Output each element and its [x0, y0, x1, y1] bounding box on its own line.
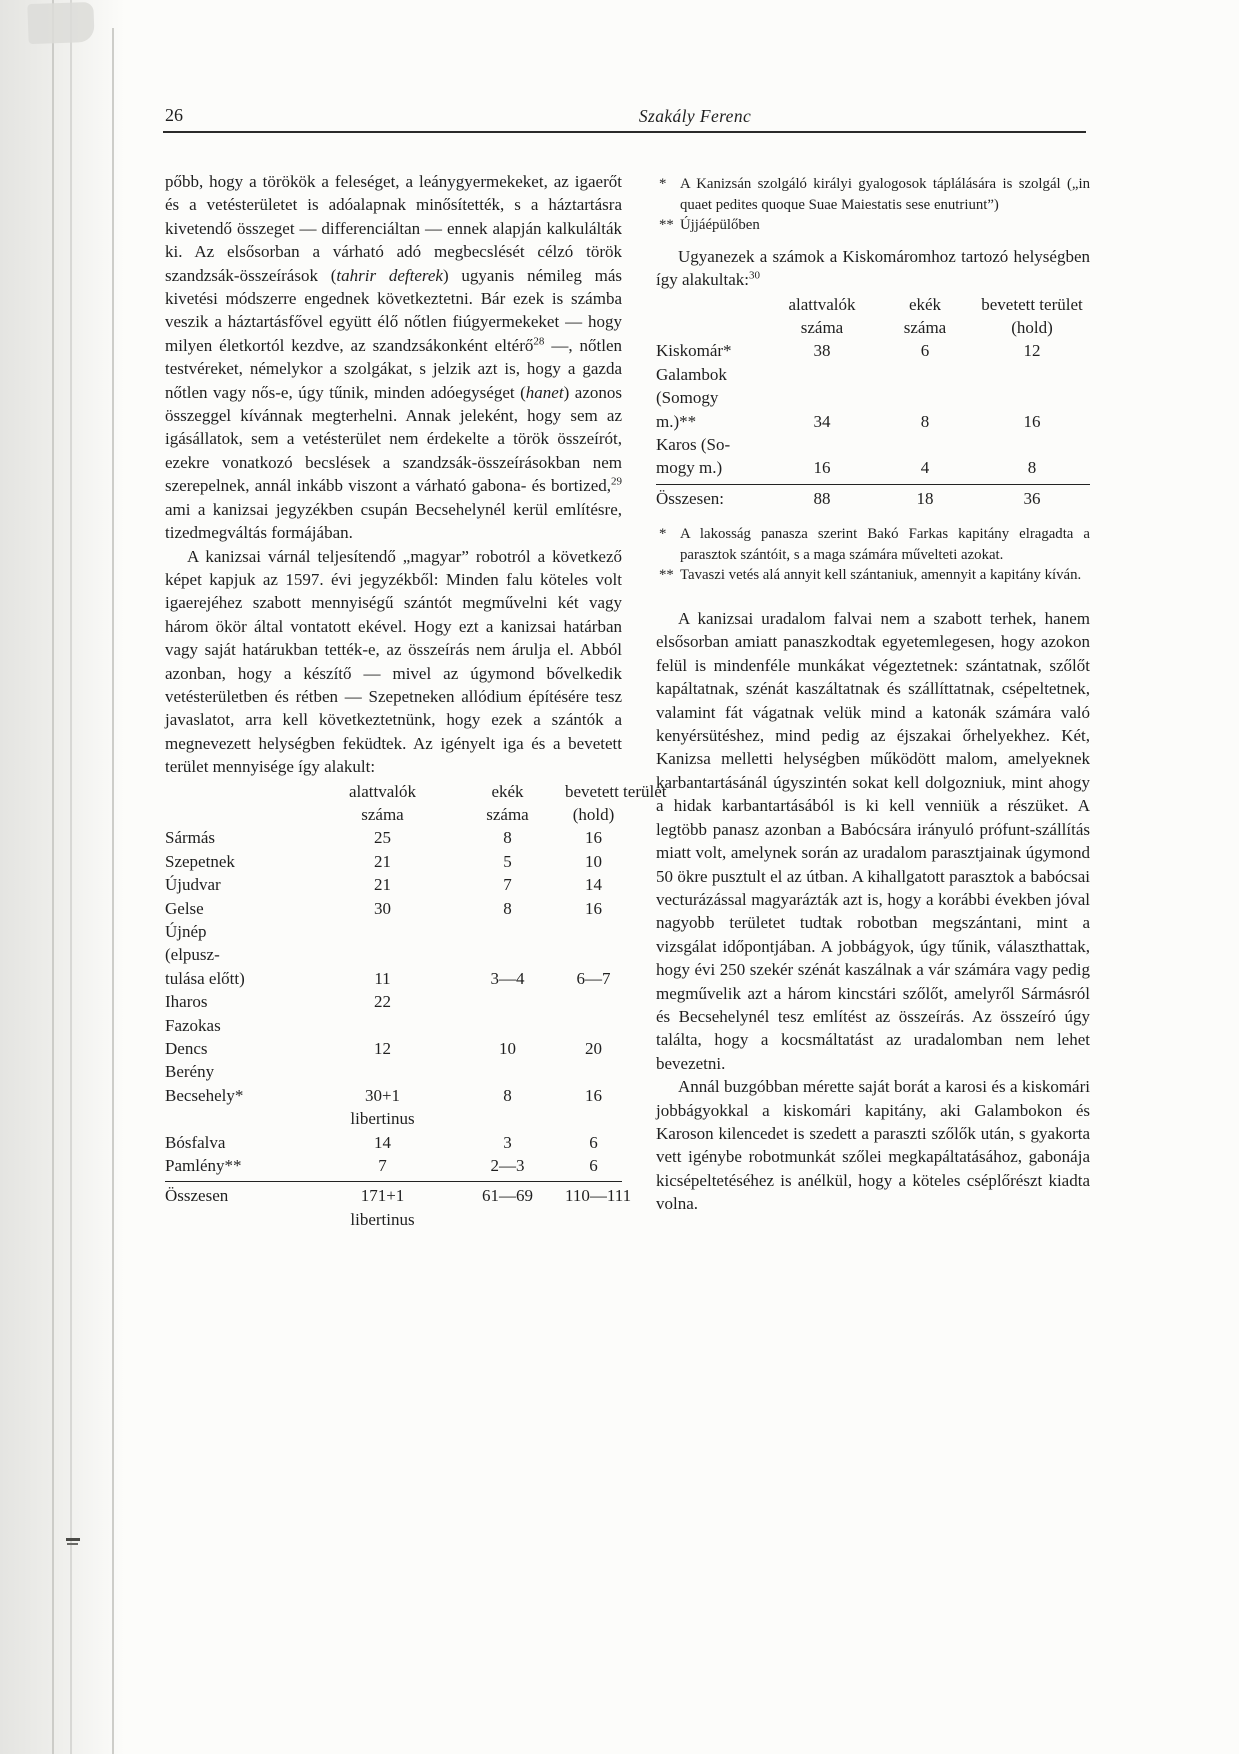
- italic-term: hanet: [525, 382, 564, 402]
- row-label: Iharos: [165, 992, 208, 1012]
- text-run: A kanizsai várnál teljesítendő „magyar” robotról a következő képet kapjuk az 1597. évi jegyzékből: Minden falu köteles volt igaerejéhez szabott mennyiségű szántót megművelni két vagy három ökör által vontatott ekével. Hogy ezt a kanizsai határban vagy saját határukban tették-e, az összeírás nem árulja el. Abból azonban, hogy a készítő — mivel az úgymond bővelkedik vetésterületben és rétben — Szepetneken allódium építésére tesz javaslatot, arra kell következtetnünk, hogy ezek a szántók a megnevezett helységben feküdtek. Az igényelt iga és a bevetett terület mennyisége így alakult:: [165, 546, 622, 777]
- table-row: [165, 920, 622, 990]
- table-row: [165, 1084, 622, 1107]
- footnote-item: [658, 565, 1090, 586]
- row-label: Dencs: [165, 1039, 208, 1059]
- column-header: ekék száma: [903, 294, 947, 337]
- table-row: [165, 873, 622, 896]
- table-row: [165, 990, 622, 1013]
- cell-value: 36: [1023, 488, 1041, 508]
- cell-value: 16: [1023, 411, 1041, 431]
- paragraph-wine: Annál buzgóbban mérette saját borát a karosi és a kiskomári jobbágyokkal a kiskomári kapitány, aki Galambokon és Karoson kilencedet is szedett a paraszti szőlők után, s gyakorta vett igénybe robotmunkát szőlei megkapáltatásához, gabonája kicsépeltetéséhez is anélkül, hogy a köteles cséplőrészt kiadta volna.: [656, 1077, 1090, 1214]
- text-run: —, nőtlen testvéreket, némelykor a szolgákat, s jelzik azt is, hogy a gazda nőtlen vagy nős-e, úgy tűnik, minden adóegységet (: [165, 335, 622, 402]
- header-rule: [163, 131, 1086, 133]
- paragraph-complaints: A kanizsai uradalom falvai nem a szabott terhek, hanem elsősorban amiatt panaszkodtak egyetemlegesen, hogy azokon felül is mindenféle munkákat végeztetnek: szántatnak, szőlőt kapáltatnak, szénát kaszáltatnak és szállíttatnak, csépeltetnek, valamint fát vágatnak velük mind a katonák számára való kenyérsütéshez, mind pedig az éjszakai őrhelyekhez. Két, Kanizsa melletti helységben működött malom, amelyeknek karbantartásánál úgyszintén sokat kell dolgozniuk, mint ahogy a hidak karbantartásából is ki kell venniük a részüket. A legtöbb panasz azonban a Babócsára irányuló prófunt-szállítás miatt volt, amelynek során az uradalom parasztjainak úgymond 50 ökre pusztult el az útban. A kihallgatott parasztok a babócsai vecturázással magyarázták azt is, hogy a korábbi években jóval nagyobb területet tudtak robotban megszántani, mint a vizsgálat időpontjában. A jobbágyok, úgy tűnik, választhattak, hogy évi 250 szekér szénát kaszálnak a vár számára vagy pedig megművelik azt a három kincstári szőlőt, amelyről Sármásról és Becsehelynél tesz említést az összeírás. Az összeíró úgy találta, hogy a kocsmáltatást az uradalomban nem lehet bevezetni.: [656, 609, 1090, 1073]
- cell-value: 22: [374, 992, 391, 1012]
- cell-value: 11: [374, 968, 391, 988]
- scan-bottom-mark: [66, 1538, 80, 1541]
- cell-value: 14: [374, 1132, 391, 1152]
- cell-value: 25: [374, 828, 391, 848]
- row-label: Becsehely*: [165, 1085, 244, 1105]
- row-label: Galambok (Somogy m.)**: [656, 364, 727, 431]
- cell-value: 14: [585, 875, 602, 895]
- table-row: [165, 1131, 622, 1154]
- footnote-marker: **: [659, 217, 674, 234]
- cell-value: 30+1: [364, 1085, 401, 1105]
- footnote-item: [658, 215, 1090, 236]
- table-total-row: [165, 1184, 632, 1207]
- cell-value: 4: [920, 458, 930, 478]
- cell-value: 20: [585, 1039, 602, 1059]
- italic-term: tahrir defterek: [336, 265, 443, 285]
- cell-sub-value: libertinus: [350, 1209, 415, 1229]
- cell-value: 6: [589, 1156, 598, 1176]
- note-reference: 28: [533, 335, 545, 348]
- cell-value: 21: [374, 875, 391, 895]
- table-row: [165, 1154, 622, 1177]
- cell-value: 10: [585, 851, 602, 871]
- row-label: Sármás: [165, 828, 216, 848]
- footnote-text: Újjáépülőben: [680, 217, 760, 234]
- running-title: Szakály Ferenc: [638, 106, 752, 126]
- cell-value: 12: [1023, 341, 1041, 361]
- cell-value: 88: [813, 488, 831, 508]
- footnote-block-top: [658, 174, 1090, 236]
- kiskomarom-villages-table: [656, 293, 1090, 511]
- table-row: [656, 339, 1090, 362]
- cell-value: 16: [585, 1085, 602, 1105]
- footnote-item: [658, 524, 1090, 565]
- footnote-block-mid: [658, 524, 1090, 586]
- note-reference: 30: [749, 269, 761, 282]
- scan-corner-artifact: [27, 2, 94, 44]
- table-subrow: [165, 1107, 622, 1130]
- table-row: [165, 1037, 622, 1060]
- footnote-marker: *: [659, 526, 667, 543]
- table-subrow: [165, 1208, 622, 1231]
- table-row: [165, 1060, 622, 1083]
- table-total-rule: [656, 484, 1090, 485]
- column-header: bevetett terület (hold): [565, 781, 667, 824]
- cell-value: 6—7: [576, 968, 611, 988]
- scan-edge-line: [112, 28, 114, 1754]
- row-label: Berény: [165, 1062, 215, 1082]
- cell-value: 8: [1027, 458, 1037, 478]
- row-label: Pamlény**: [165, 1156, 242, 1176]
- cell-value: 6: [589, 1132, 598, 1152]
- table-header-row: [165, 780, 667, 827]
- left-column: [165, 170, 667, 1231]
- cell-value: 7: [503, 875, 512, 895]
- cell-value: 16: [585, 898, 602, 918]
- scan-edge-band: [0, 0, 125, 1754]
- table-total-row: [656, 487, 1090, 510]
- table-row: [656, 363, 1090, 433]
- paragraph-robot: [165, 545, 622, 779]
- text-run: ) azonos összeggel kívánnak megterhelni. Annak jeleként, hogy sem az igásállatok, sem a vetésterület nem érdekelte a török összeírót, ezekre vonatkozó becslések a szandzsák-összeírásokban nem szerepelnek, annál inkább viszont a várható gabona- és bortized,: [165, 382, 622, 496]
- row-label: Karos (So- mogy m.): [656, 435, 731, 478]
- table-total-rule: [165, 1181, 622, 1182]
- column-header: alattvalók száma: [788, 294, 856, 337]
- column-header: bevetett terület (hold): [981, 294, 1083, 337]
- row-label: Összesen: [165, 1186, 229, 1206]
- cell-value: 38: [813, 341, 831, 361]
- cell-value: 5: [503, 851, 512, 871]
- cell-value: 30: [374, 898, 391, 918]
- cell-value: 61—69: [482, 1186, 533, 1206]
- text-run: pőbb, hogy a törökök a feleséget, a leánygyermekeket, az igaerőt és a vetésterületet is adóalapnak minősítették, s a háztartásra kivetendő összeget — differenciáltan — ennek alapján kalkulálták ki. Az elsősorban a várható adó megbecslését célzó török szandzsák-összeírások (: [165, 172, 622, 285]
- row-label: Újudvar: [165, 875, 221, 895]
- row-label: Szepetnek: [165, 851, 235, 871]
- column-header: ekék száma: [486, 781, 529, 824]
- footnote-text: Tavaszi vetés alá annyit kell szántaniuk, amennyit a kapitány kíván.: [680, 567, 1082, 584]
- cell-value: 16: [813, 458, 831, 478]
- cell-value: 18: [916, 488, 934, 508]
- paragraph-kiskomarom-intro: [656, 245, 1090, 292]
- cell-value: 2—3: [490, 1156, 525, 1176]
- cell-value: 8: [503, 828, 512, 848]
- row-label: Összesen:: [656, 488, 724, 508]
- cell-value: 10: [499, 1039, 516, 1059]
- row-label: Fazokas: [165, 1015, 221, 1035]
- table-row: [656, 433, 1090, 480]
- kanizsa-villages-table: [165, 780, 667, 1232]
- footnote-item: [658, 174, 1090, 215]
- cell-value: 34: [813, 411, 831, 431]
- table-row: [165, 850, 622, 873]
- footnote-marker: **: [659, 567, 674, 584]
- cell-value: 110—111: [565, 1186, 632, 1206]
- cell-value: 12: [374, 1039, 391, 1059]
- footnote-marker: *: [659, 176, 667, 192]
- column-header: alattvalók száma: [348, 781, 417, 824]
- table-row: [165, 1014, 622, 1037]
- cell-value: 3: [503, 1132, 512, 1152]
- scan-edge-line: [52, 0, 54, 1754]
- footnote-text: A lakosság panasza szerint Bakó Farkas kapitány elragadta a parasztok szántóit, s a maga számára művelteti azokat.: [680, 526, 1090, 563]
- cell-value: 21: [374, 851, 391, 871]
- cell-value: 6: [920, 341, 930, 361]
- cell-value: 8: [920, 411, 930, 431]
- row-label: Újnép (elpusz- tulása előtt): [165, 922, 245, 988]
- table-row: [165, 826, 622, 849]
- paragraph-continuation: [165, 170, 622, 545]
- footnote-text: A Kanizsán szolgáló királyi gyalogosok táplálására is szolgál („in quaet pedites quoque Suae Maiestatis sese enutriunt”): [680, 176, 1090, 213]
- text-run: ami a kanizsai jegyzékben csupán Becsehelynél kerül említésre, tizedmegváltás formájában.: [165, 499, 622, 543]
- table-header-row: [656, 293, 1090, 340]
- note-reference: 29: [611, 475, 622, 488]
- right-column: [656, 174, 1090, 1216]
- cell-value: 171+1: [360, 1186, 405, 1206]
- cell-value: 8: [503, 898, 512, 918]
- row-label: Gelse: [165, 898, 204, 918]
- cell-value: 16: [585, 828, 602, 848]
- text-run: ) ugyanis némileg más kivetési módszerre engednek következtetni. Bár ezek is számba veszik a háztartásfővel együtt élő nőtlen fiúgyermekeket — hogy milyen életkortól kezdve, az szandzsákonként eltérő: [165, 265, 622, 355]
- table-row: [165, 897, 622, 920]
- row-label: Bósfalva: [165, 1132, 226, 1152]
- cell-value: 7: [378, 1156, 387, 1176]
- cell-value: 8: [503, 1085, 512, 1105]
- cell-value: 3—4: [490, 968, 525, 988]
- text-run: Ugyanezek a számok a Kiskomáromhoz tartozó helységben így alakultak:: [656, 246, 1090, 290]
- page-number: 26: [165, 105, 183, 125]
- cell-sub-value: libertinus: [350, 1109, 415, 1129]
- row-label: Kiskomár*: [656, 341, 732, 361]
- scan-edge-line: [70, 0, 72, 1754]
